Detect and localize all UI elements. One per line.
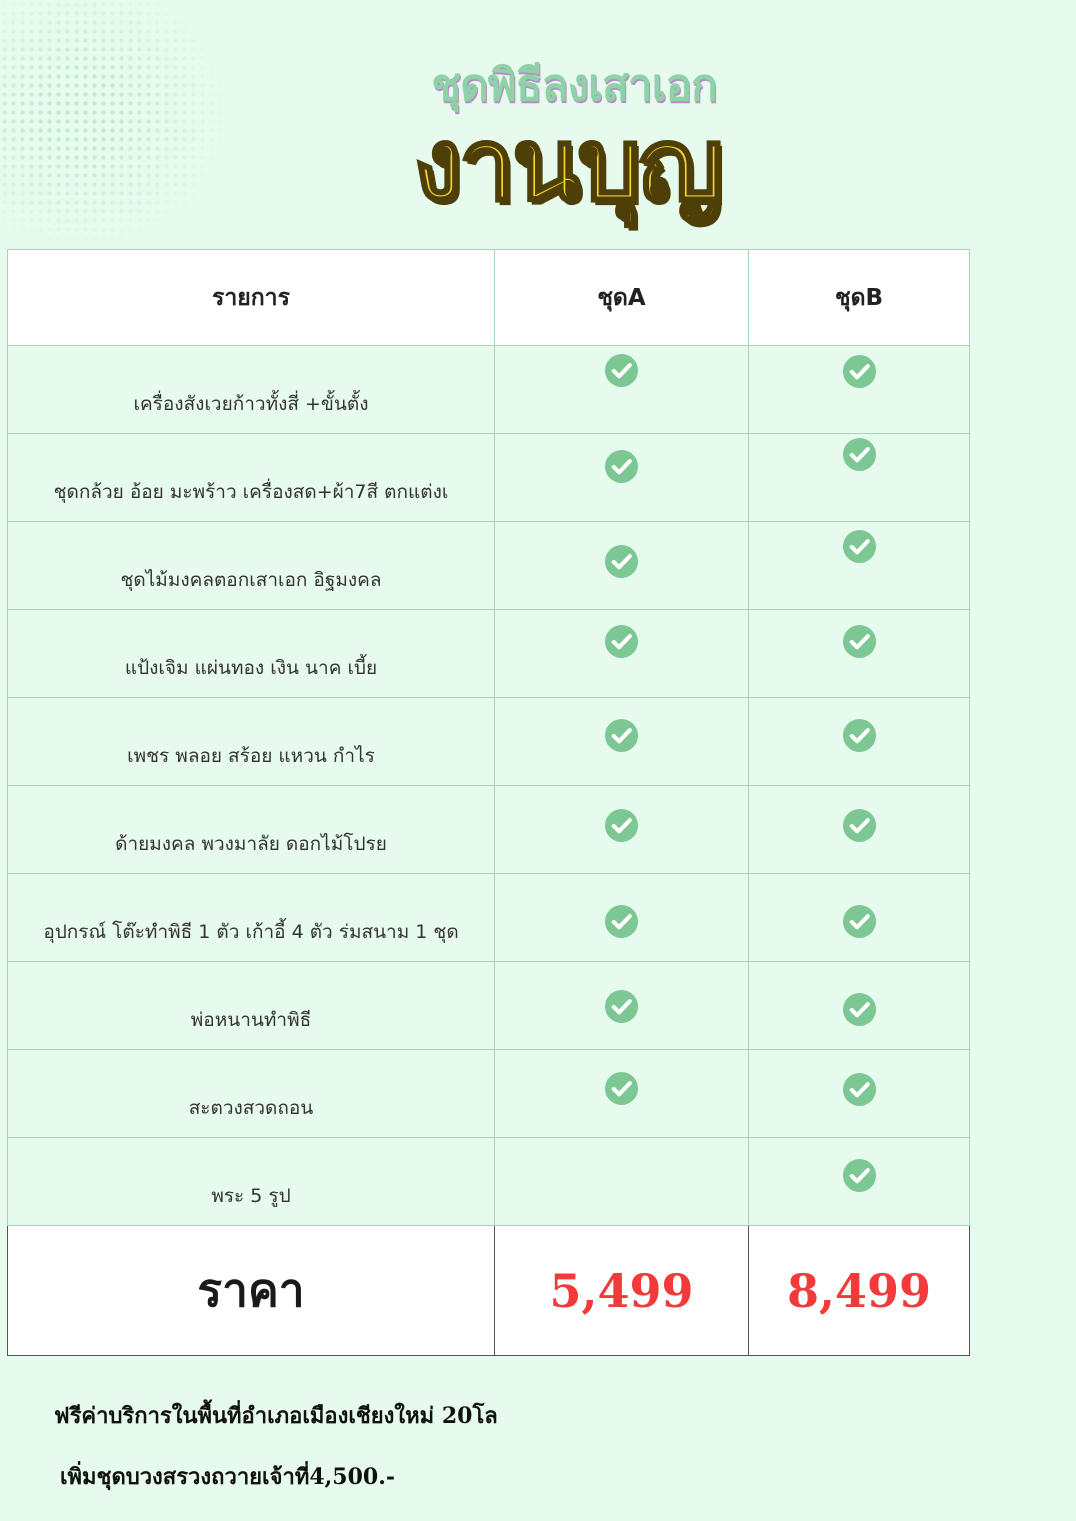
price-set-a: 5,499 — [495, 1226, 749, 1356]
item-label: เพชร พลอย สร้อย แหวน กำไร — [8, 698, 495, 786]
check-circle-icon — [842, 718, 877, 753]
check-cell-set-b — [749, 1138, 970, 1226]
check-circle-icon — [604, 353, 639, 388]
check-circle-icon — [604, 808, 639, 843]
table-row — [8, 434, 970, 522]
check-cell-set-a — [495, 874, 749, 962]
check-cell-set-a — [495, 346, 749, 434]
check-cell-set-b — [749, 786, 970, 874]
item-label: แป้งเจิม แผ่นทอง เงิน นาค เบี้ย — [8, 610, 495, 698]
page-subtitle: ชุดพิธีลงเสาเอก — [431, 60, 717, 111]
check-circle-icon — [604, 544, 639, 579]
check-cell-set-b — [749, 874, 970, 962]
table-row — [8, 962, 970, 1050]
check-cell-set-a — [495, 698, 749, 786]
item-label: อุปกรณ์ โต๊ะทำพิธี 1 ตัว เก้าอี้ 4 ตัว ร่มสนาม 1 ชุด — [8, 874, 495, 962]
column-header-set-a: ชุดA — [495, 250, 749, 346]
item-label: ชุดไม้มงคลตอกเสาเอก อิฐมงคล — [8, 522, 495, 610]
check-cell-set-b — [749, 698, 970, 786]
check-cell-set-a — [495, 610, 749, 698]
item-label: เครื่องสังเวยก้าวทั้งสี่ +ขั้นตั้ง — [8, 346, 495, 434]
table-row — [8, 698, 970, 786]
check-cell-set-b — [749, 346, 970, 434]
table-body — [8, 346, 970, 1226]
check-circle-icon — [842, 437, 877, 472]
check-cell-set-a — [495, 1050, 749, 1138]
price-set-b: 8,499 — [749, 1226, 970, 1356]
check-cell-set-a — [495, 522, 749, 610]
page-title: งานบุญ — [413, 106, 721, 223]
item-label: ด้ายมงคล พวงมาลัย ดอกไม้โปรย — [8, 786, 495, 874]
check-cell-set-b — [749, 962, 970, 1050]
check-circle-icon — [842, 1158, 877, 1193]
item-label: พ่อหนานทำพิธี — [8, 962, 495, 1050]
item-label: ชุดกล้วย อ้อย มะพร้าว เครื่องสด+ผ้า7สี ตกแต่งเ — [8, 434, 495, 522]
check-circle-icon — [842, 904, 877, 939]
check-cell-set-a — [495, 1138, 749, 1226]
check-cell-set-b — [749, 434, 970, 522]
check-circle-icon — [842, 992, 877, 1027]
table-row — [8, 522, 970, 610]
check-circle-icon — [604, 989, 639, 1024]
table-row — [8, 346, 970, 434]
extra-set-note: เพิ่มชุดบวงสรวงถวายเจ้าที่4,500.- — [60, 1464, 396, 1490]
table-row — [8, 1050, 970, 1138]
check-circle-icon — [604, 624, 639, 659]
price-label: ราคา — [8, 1226, 495, 1356]
check-circle-icon — [842, 354, 877, 389]
free-service-note: ฟรีค่าบริการในพื้นที่อำเภอเมืองเชียงใหม่ 20โล — [54, 1403, 498, 1429]
table-row — [8, 1138, 970, 1226]
column-header-items: รายการ — [8, 250, 495, 346]
check-circle-icon — [842, 808, 877, 843]
table-row — [8, 786, 970, 874]
check-cell-set-a — [495, 434, 749, 522]
check-cell-set-b — [749, 1050, 970, 1138]
table-header-row — [8, 250, 970, 346]
item-label: สะตวงสวดถอน — [8, 1050, 495, 1138]
check-cell-set-b — [749, 522, 970, 610]
check-cell-set-b — [749, 610, 970, 698]
check-circle-icon — [842, 529, 877, 564]
check-circle-icon — [604, 1071, 639, 1106]
item-label: พระ 5 รูป — [8, 1138, 495, 1226]
check-circle-icon — [842, 624, 877, 659]
check-circle-icon — [604, 449, 639, 484]
check-cell-set-a — [495, 786, 749, 874]
check-circle-icon — [604, 904, 639, 939]
table-row — [8, 610, 970, 698]
check-cell-set-a — [495, 962, 749, 1050]
package-comparison-table — [7, 249, 970, 1356]
price-row — [8, 1226, 970, 1356]
check-circle-icon — [842, 1072, 877, 1107]
table-row — [8, 874, 970, 962]
column-header-set-b: ชุดB — [749, 250, 970, 346]
check-circle-icon — [604, 718, 639, 753]
